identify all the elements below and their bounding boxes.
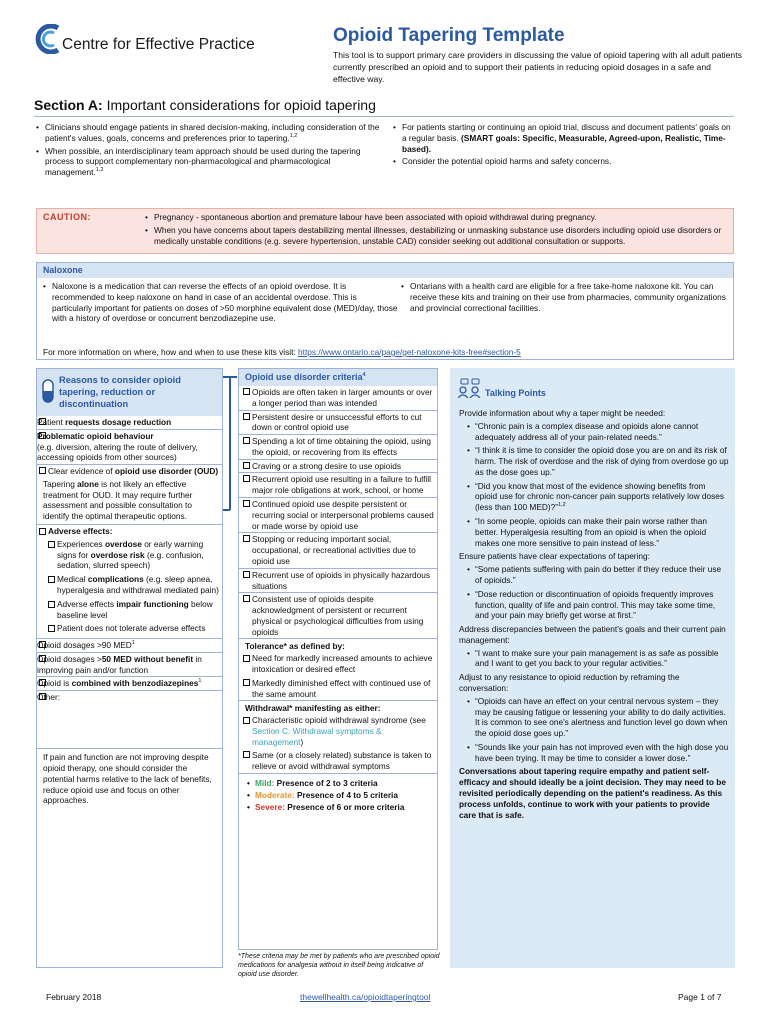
severity-mild: • Mild: Presence of 2 to 3 criteria bbox=[239, 778, 437, 789]
footer-link[interactable]: thewellhealth.ca/opioidtaperingtool bbox=[300, 992, 431, 1002]
talking-intro: Ensure patients have clear expectations of tapering: bbox=[459, 551, 650, 562]
section-a-heading bbox=[34, 96, 376, 114]
talking-intro: Provide information about why a taper might be needed: bbox=[459, 408, 666, 418]
caution-item: • Pregnancy - spontaneous abortion and premature labour have been associated with opioid withdrawal during pregnancy. bbox=[145, 212, 735, 223]
reasons-closing: If pain and function are not improving despite opioid therapy, one should consider the potential harms relative to the lack of benefits, reduce opioid use and focus on other approaches. bbox=[43, 752, 212, 806]
pill-icon bbox=[42, 379, 54, 403]
checkbox-item[interactable]: Adverse effects impair functioning below baseline level bbox=[37, 599, 222, 621]
section-c-link[interactable]: Section C: Withdrawal symptoms & management bbox=[252, 725, 382, 747]
considerations-left bbox=[36, 122, 391, 180]
checkbox[interactable] bbox=[39, 432, 46, 439]
checkbox[interactable] bbox=[243, 595, 250, 602]
checkbox-item[interactable]: Opioid dosages >50 MED without benefit in improving pain and/or function bbox=[37, 653, 222, 678]
checkbox-item[interactable]: Recurrent opioid use resulting in a failure to fulfill major role obligations at work, school, or home bbox=[239, 473, 437, 498]
checkbox-item[interactable]: Need for markedly increased amounts to achieve intoxication or desired effect bbox=[239, 653, 437, 675]
consideration-item: • For patients starting or continuing an opioid trial, discuss and document patients' goals on a regular basis. (SMART goals: Specific, Measurable, Agreed-upon, Realistic, Time-based). bbox=[393, 122, 733, 154]
checkbox[interactable] bbox=[39, 641, 46, 648]
checkbox-item[interactable]: Patient does not tolerate adverse effects bbox=[37, 623, 222, 634]
adverse-effects-group: Adverse effects: Experiences overdose or early warning signs for overdose risk (e.g. confusion, sedation, slurred speech) Medical complications (e.g. sleep apnea, hyperalgesia and withdrawal mediated pain) Adverse effects impair functioning below baseline level Patient does not tolerate adverse effects bbox=[37, 525, 222, 639]
tolerance-title: Tolerance* as defined by: bbox=[245, 641, 345, 652]
checkbox-item[interactable]: Problematic opioid behaviour (e.g. diversion, altering the route of delivery, accessing opioids from other sources) bbox=[37, 430, 222, 465]
naloxone-item: • Ontarians with a health card are eligible for a free take-home naloxone kit. You can receive these kits and training on their use from pharmacies, community organizations and provincial correctional facilities. bbox=[401, 281, 727, 313]
caution-box bbox=[36, 208, 734, 254]
talking-quote: • “I want to make sure your pain management is as safe as possible and I want to get you back to your regular activities.” bbox=[459, 648, 729, 670]
talking-quote: • “Did you know that most of the evidence showing benefits from opioid use for chronic non-cancer pain supports relatively low doses (less than 100 MED)?”$^{1,2}$ bbox=[459, 481, 729, 513]
oud-title: Opioid use disorder criteria$^4$ bbox=[239, 369, 437, 386]
cep-logo-icon bbox=[34, 24, 62, 54]
checkbox-item[interactable]: Experiences overdose or early warning signs for overdose risk (e.g. confusion, sedation, slurred speech) bbox=[37, 539, 222, 571]
intro-text: This tool is to support primary care providers in discussing the value of opioid tapering with all adult patients currently prescribed an opioid and to support their patients in reducing opioid dosages in a safe and effective way. bbox=[333, 50, 742, 85]
checkbox[interactable] bbox=[48, 576, 55, 583]
checkbox-item[interactable]: Craving or a strong desire to use opioids bbox=[239, 460, 437, 474]
severity-list bbox=[239, 774, 437, 812]
talking-quote: • “Chronic pain is a complex disease and opioids alone cannot adequately address all of your pain-related needs.” bbox=[459, 421, 729, 443]
checkbox[interactable] bbox=[48, 625, 55, 632]
considerations-right bbox=[393, 122, 733, 169]
checkbox-item[interactable]: Characteristic opioid withdrawal syndrome (see Section C: Withdrawal symptoms & management) bbox=[239, 715, 437, 747]
checkbox[interactable] bbox=[39, 655, 46, 662]
checkbox-item[interactable]: Medical complications (e.g. sleep apnea, hyperalgesia and withdrawal mediated pain) bbox=[37, 574, 222, 596]
checkbox-item[interactable]: Clear evidence of opioid use disorder (OUD) bbox=[37, 465, 222, 477]
talking-points-title: Talking Points bbox=[485, 388, 546, 398]
checkbox-item[interactable]: Persistent desire or unsuccessful efforts to cut down or control opioid use bbox=[239, 411, 437, 436]
reasons-title: Reasons to consider opioid tapering, reduction or discontinuation bbox=[59, 375, 181, 410]
naloxone-item: • Naloxone is a medication that can reverse the effects of an opioid overdose. It is recommended to keep naloxone on hand in case of an accidental overdose. This is particularly important for patients on doses of >50 morphine equivalent dose (MED)/day, those with a history of overdose or concurrent benzodiazepine use. bbox=[43, 281, 398, 324]
caution-item: • When you have concerns about tapers destabilizing mental illnesses, destabilizing or unmasking substance use disorders including opioid use disorders or medically unstable conditions (e.g. severe hypertension, unstable CAD) consider seeking out additional consultation or supports. bbox=[145, 225, 735, 247]
tapering-note: Tapering alone is not likely an effective treatment for OUD. It may require further assessment and possible consultation to identify the optimal therapeutic options. bbox=[37, 477, 222, 525]
talking-quote: • “I think it is time to consider the opioid dose you are on and its risk of harm. The risk of overdose and the risk of dying from overdose go up as the dose goes up.” bbox=[459, 445, 729, 477]
checkbox[interactable] bbox=[243, 437, 250, 444]
checkbox-item[interactable]: Opioids are often taken in larger amounts or over a longer period than was intended bbox=[239, 386, 437, 411]
checkbox-item[interactable]: Opioid dosages >90 MED$^1$ bbox=[37, 639, 222, 653]
checkbox[interactable] bbox=[48, 601, 55, 608]
caution-label: CAUTION: bbox=[43, 212, 91, 222]
org-name: Centre for Effective Practice bbox=[62, 36, 255, 53]
checkbox[interactable] bbox=[39, 528, 46, 535]
checkbox[interactable] bbox=[243, 571, 250, 578]
page-number: Page 1 of 7 bbox=[678, 992, 722, 1002]
checkbox-item[interactable]: Markedly diminished effect with continued use of the same amount bbox=[239, 677, 437, 702]
checkbox-item[interactable]: Same (or a closely related) substance is taken to relieve or avoid withdrawal symptoms bbox=[239, 749, 437, 774]
naloxone-more-info: For more information on where, how and when to use these kits visit: https://www.ontario.ca/page/get-naloxone-kits-free#section-5 bbox=[43, 347, 521, 357]
talking-closing: Conversations about tapering require empathy and patient self-efficacy and should ideally be a joint decision. They may need to be revisited periodically depending on the patient's readiness. As this process unfolds, continue to work with your patients to provide care that is safe. bbox=[459, 766, 726, 820]
withdrawal-title: Withdrawal* manifesting as either: bbox=[245, 703, 381, 714]
connector-line bbox=[229, 376, 231, 510]
talking-quote: • “In some people, opioids can make their pain worse rather than better. Hyperalgesia resulting from an opioid is when the opioid makes one more sensitive to pain instead of less.” bbox=[459, 516, 729, 548]
checkbox[interactable] bbox=[243, 655, 250, 662]
oud-criteria-box bbox=[238, 368, 438, 950]
naloxone-box bbox=[36, 262, 734, 360]
talking-quote: • “Opioids can have an effect on your central nervous system – they may be causing fatigue or lessening your ability to do daily activities. It is common to see one's alertness and function level go down when the opioid dose goes up.” bbox=[459, 696, 729, 739]
checkbox[interactable] bbox=[243, 500, 250, 507]
talking-quote: • “Dose reduction or discontinuation of opioids frequently improves function, quality of life and pain control. This may take some time, and your pain may briefly get worse at first.” bbox=[459, 589, 729, 621]
checkbox[interactable] bbox=[243, 388, 250, 395]
talking-points-box bbox=[450, 368, 735, 968]
checkbox[interactable] bbox=[243, 462, 250, 469]
connector-line bbox=[223, 509, 230, 511]
section-divider bbox=[34, 116, 734, 117]
checkbox-item[interactable]: Spending a lot of time obtaining the opioid, using the opioid, or recovering from its effects bbox=[239, 435, 437, 460]
severity-severe: • Severe: Presence of 6 or more criteria bbox=[239, 802, 437, 813]
oud-footnote: *These criteria may be met by patients who are prescribed opioid medications for analgesia without in itself being indicative of opioid use disorder. bbox=[238, 953, 440, 979]
checkbox-item-other[interactable]: Other: bbox=[37, 691, 222, 749]
checkbox-item[interactable]: Continued opioid use despite persistent or recurring social or interpersonal problems caused or made worse by opioid use bbox=[239, 498, 437, 533]
checkbox[interactable] bbox=[39, 418, 46, 425]
checkbox[interactable] bbox=[243, 535, 250, 542]
naloxone-link[interactable]: https://www.ontario.ca/page/get-naloxone-kits-free#section-5 bbox=[298, 347, 521, 357]
checkbox[interactable] bbox=[243, 751, 250, 758]
checkbox[interactable] bbox=[39, 693, 46, 700]
consideration-item: • When possible, an interdisciplinary team approach should be used during the tapering process to support complementary non-pharmacological and pharmacological management.$^{1,2}$ bbox=[36, 146, 391, 178]
talking-intro: Adjust to any resistance to opioid reduction by reframing the conversation: bbox=[459, 672, 680, 693]
checkbox-item[interactable]: Consistent use of opioids despite acknowledgment of persistent or recurrent physical or psychological difficulties from using opioids bbox=[239, 593, 437, 639]
cep-logo bbox=[34, 24, 334, 56]
page-title: Opioid Tapering Template bbox=[333, 25, 565, 46]
section-a-title: Important considerations for opioid tapering bbox=[106, 97, 376, 113]
severity-moderate: • Moderate: Presence of 4 to 5 criteria bbox=[239, 790, 437, 801]
checkbox[interactable] bbox=[243, 413, 250, 420]
footer-date: February 2018 bbox=[46, 992, 102, 1002]
consideration-item: • Consider the potential opioid harms and safety concerns. bbox=[393, 156, 733, 167]
people-talking-icon bbox=[458, 378, 484, 398]
checkbox-item[interactable]: Patient requests dosage reduction bbox=[37, 416, 222, 430]
checkbox[interactable] bbox=[243, 475, 250, 482]
section-a-label: Section A: bbox=[34, 97, 103, 113]
checkbox-item[interactable]: Opioid is combined with benzodiazepines$^1$ bbox=[37, 677, 222, 691]
checkbox[interactable] bbox=[39, 467, 46, 474]
checkbox[interactable] bbox=[39, 679, 46, 686]
talking-quote: • “Some patients suffering with pain do better if they reduce their use of opioids.” bbox=[459, 564, 729, 586]
checkbox[interactable] bbox=[243, 717, 250, 724]
talking-intro: Address discrepancies between the patient's goals and their current pain management: bbox=[459, 624, 726, 645]
checkbox[interactable] bbox=[48, 541, 55, 548]
naloxone-title: Naloxone bbox=[37, 263, 733, 278]
checkbox-item[interactable]: Stopping or reducing important social, occupational, or recreational activities due to opioid use bbox=[239, 533, 437, 568]
consideration-item: • Clinicians should engage patients in shared decision-making, including consideration of the patient's values, goals, concerns and preferences prior to tapering.$^{1,2}$ bbox=[36, 122, 391, 144]
reasons-box bbox=[36, 368, 223, 968]
checkbox-item[interactable]: Recurrent use of opioids in physically hazardous situations bbox=[239, 569, 437, 594]
talking-quote: • “Sounds like your pain has not improved even with the high dose you have been trying. It may be time to consider a lower dose.” bbox=[459, 742, 729, 764]
checkbox[interactable] bbox=[243, 679, 250, 686]
